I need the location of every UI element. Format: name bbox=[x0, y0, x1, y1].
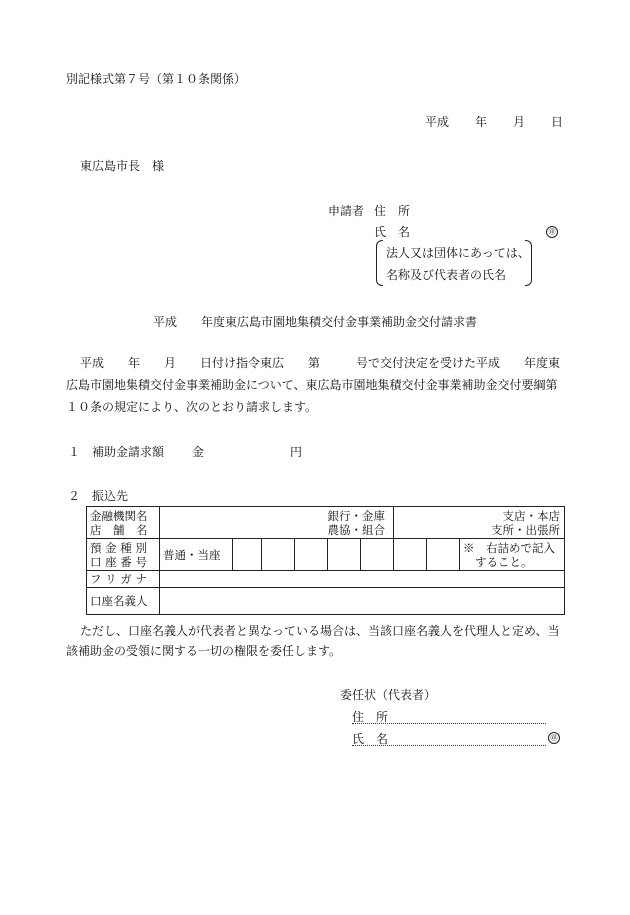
date-year: 年 bbox=[475, 115, 488, 129]
holder-row bbox=[87, 588, 565, 615]
delegate-name-label: 氏 名 bbox=[352, 733, 546, 746]
account-digit-1[interactable] bbox=[233, 539, 262, 571]
bank-name-cell[interactable] bbox=[160, 507, 394, 539]
item1-kin: 金 bbox=[192, 445, 205, 459]
account-digit-6[interactable] bbox=[394, 539, 427, 571]
applicant-name-label: 氏 名 bbox=[374, 225, 411, 239]
proxy-line2: 該補助金の受領に関する一切の権限を委任します。 bbox=[66, 644, 342, 658]
applicant-address-label: 住 所 bbox=[374, 204, 411, 218]
account-label-1: 預 金 種 別 bbox=[90, 540, 147, 555]
holder-label: 口座名義人 bbox=[87, 588, 160, 615]
account-digit-5[interactable] bbox=[361, 539, 394, 571]
delegate-seal-icon: ㊞ bbox=[548, 732, 560, 744]
account-row bbox=[87, 539, 565, 571]
delegate-address-label: 住 所 bbox=[352, 711, 546, 724]
institution-row bbox=[87, 507, 565, 539]
proxy-line1: ただし、口座名義人が代表者と異なっている場合は、当該口座名義人を代理人と定め、当 bbox=[80, 624, 560, 638]
institution-label-2: 店 舗 名 bbox=[90, 522, 148, 537]
branch-types-2: 支所・出張所 bbox=[491, 522, 560, 537]
item1-yen: 円 bbox=[290, 445, 303, 459]
branch-types-1: 支店・本店 bbox=[502, 508, 560, 523]
holder-input[interactable] bbox=[160, 588, 565, 615]
account-digit-4[interactable] bbox=[328, 539, 361, 571]
furigana-row bbox=[87, 571, 565, 588]
item2-number: ２ bbox=[68, 489, 81, 503]
corporate-note bbox=[376, 240, 532, 286]
corporate-note-line1: 法人又は団体にあっては、 bbox=[386, 246, 530, 260]
account-type-cell[interactable]: 普通・当座 bbox=[160, 539, 233, 571]
institution-label-1: 金融機関名 bbox=[90, 508, 148, 523]
institution-label-cell bbox=[87, 507, 160, 539]
item1-label: 補助金請求額 bbox=[92, 445, 165, 459]
applicant-role: 申請者 bbox=[328, 204, 365, 218]
delegate-address-line[interactable] bbox=[352, 711, 546, 724]
corporate-note-line2: 名称及び代表者の氏名 bbox=[386, 268, 507, 282]
date-month: 月 bbox=[513, 115, 526, 129]
document-title: 平成 年度東広島市園地集積交付金事業補助金交付請求書 bbox=[153, 315, 478, 329]
bank-types-1: 銀行・金庫 bbox=[327, 508, 385, 523]
bank-transfer-table bbox=[86, 506, 565, 615]
account-label-2: 口 座 番 号 bbox=[90, 554, 147, 569]
delegate-title: 委任状（代表者） bbox=[340, 688, 437, 702]
body-line1: 平成 年 月 日付け指令東広 第 号で交付決定を受けた平成 年度東 bbox=[80, 356, 561, 370]
addressee: 東広島市長 様 bbox=[80, 159, 165, 173]
account-note-1: ※ 右詰めで記入 bbox=[463, 540, 555, 555]
date-line bbox=[425, 116, 563, 128]
item1-number: １ bbox=[68, 445, 81, 459]
furigana-label: フ リ ガ ナ bbox=[87, 571, 160, 588]
account-label-cell bbox=[87, 539, 160, 571]
item2-label: 振込先 bbox=[92, 489, 129, 503]
furigana-input[interactable] bbox=[160, 571, 565, 588]
form-number: 別記様式第７号（第１０条関係） bbox=[66, 72, 247, 86]
date-era: 平成 bbox=[425, 115, 450, 129]
body-line2: 広島市園地集積交付金事業補助金について、東広島市園地集積交付金事業補助金交付要綱第 bbox=[66, 378, 558, 392]
applicant-seal-icon: ㊞ bbox=[546, 226, 558, 238]
body-line3: １０条の規定により、次のとおり請求します。 bbox=[66, 400, 318, 414]
account-digit-3[interactable] bbox=[295, 539, 328, 571]
account-digit-2[interactable] bbox=[262, 539, 295, 571]
date-day: 日 bbox=[551, 115, 564, 129]
branch-name-cell[interactable] bbox=[394, 507, 565, 539]
account-digit-7[interactable] bbox=[427, 539, 460, 571]
bank-types-2: 農協・組合 bbox=[327, 522, 385, 537]
delegate-name-line[interactable] bbox=[352, 733, 546, 746]
account-note-cell bbox=[460, 539, 565, 571]
account-note-2: すること。 bbox=[475, 554, 533, 569]
